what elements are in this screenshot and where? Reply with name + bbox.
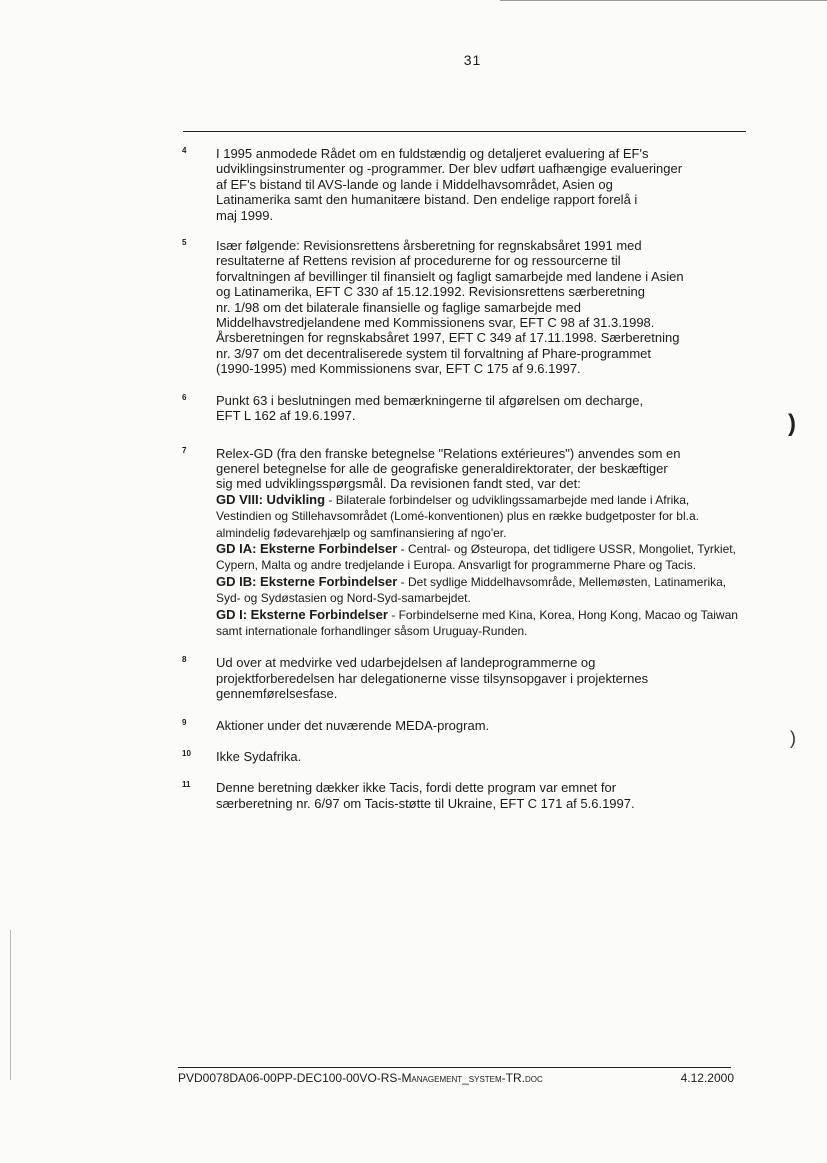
footnote-7 (182, 446, 742, 640)
gd-item-text: - Bilaterale forbindelser og udviklingssamarbejde med lande i Afrika, Vestindien og Stillehavsområdet (Lomé-konventionen) plus en række budgetposter for bl.a. almindelig fødevarehjælp og samfinansiering af ngo'er. (216, 492, 699, 540)
footnote-number: 6 (182, 392, 187, 402)
footnote-number: 7 (182, 445, 187, 455)
margin-bracket-mark: ) (790, 728, 796, 748)
footnote-11 (182, 780, 742, 811)
footer-rule (178, 1067, 731, 1068)
gd-item (216, 541, 742, 574)
page-number: 31 (463, 52, 482, 68)
document-code: PVD0078DA06-00PP-DEC100-00VO-RS-Management_system-TR.doc (178, 1071, 543, 1085)
footnote-line: resultaterne af Rettens revision af procedurerne for og ressourcerne til (216, 253, 621, 269)
footnote-line: og Latinamerika, EFT C 330 af 15.12.1992. Revisionsrettens særberetning (216, 284, 645, 300)
header-rule (183, 131, 746, 132)
gd-item-heading: GD VIII: Udvikling (216, 491, 326, 507)
footnote-line: Ud over at medvirke ved udarbejdelsen af landeprogrammerne og (216, 655, 596, 671)
gd-item-text: - Central- og Østeuropa, det tidligere USSR, Mongoliet, Tyrkiet, Cypern, Malta og andre tredjelande i Europa. Ansvarligt for programmerne Phare og Tacis. (216, 541, 736, 573)
footnote-number: 5 (182, 238, 187, 248)
footnote-line: Især følgende: Revisionsrettens årsberetning for regnskabsåret 1991 med (216, 238, 642, 254)
footnote-line: I 1995 anmodede Rådet om en fuldstændig og detaljeret evaluering af EF's (216, 146, 649, 161)
footnote-5 (182, 238, 742, 377)
footnote-line: Middelhavstredjelandene med Kommissionens svar, EFT C 98 af 31.3.1998. (216, 315, 655, 331)
footnote-number: 10 (182, 749, 191, 758)
footnote-4 (182, 146, 742, 223)
footnote-8 (182, 655, 742, 701)
footnote-10 (182, 749, 742, 764)
footnote-6 (182, 393, 742, 424)
footnote-line: udviklingsinstrumenter og -programmer. Der blev udført uafhængige evalueringer (216, 161, 683, 177)
footnote-line: nr. 1/98 om det bilaterale finansielle og faglige samarbejde med (216, 299, 581, 315)
footnote-line: Punkt 63 i beslutningen med bemærkningerne til afgørelsen om decharge, (216, 392, 644, 408)
footnote-line: sig med udviklingsspørgsmål. Da revisionen fandt sted, var det: (216, 476, 581, 492)
footnote-line: gennemførelsesfase. (216, 686, 338, 702)
footnote-line: særberetning nr. 6/97 om Tacis-støtte til Ukraine, EFT C 171 af 5.6.1997. (216, 795, 635, 811)
page-footer (178, 1071, 734, 1085)
footnote-line: projektforberedelsen har delegationerne visse tilsynsopgaver i projekternes (216, 670, 649, 686)
footnote-number: 8 (182, 655, 187, 665)
footnote-line: Denne beretning dækker ikke Tacis, fordi dette program var emnet for (216, 780, 617, 796)
footnote-number: 11 (182, 780, 191, 790)
footnotes-list (182, 146, 742, 811)
gd-item-text: - Forbindelserne med Kina, Korea, Hong Kong, Macao og Taiwan samt internationale forhandlinger såsom Uruguay-Runden. (216, 607, 738, 638)
scan-margin-line (10, 930, 11, 1080)
footnote-line: EFT L 162 af 19.6.1997. (216, 408, 356, 424)
footnote-9 (182, 718, 742, 733)
footnote-number: 9 (182, 717, 187, 727)
footnote-line: Latinamerika samt den humanitære bistand. Den endelige rapport forelå i (216, 192, 638, 208)
gd-item-heading: GD IB: Eksterne Forbindelser (216, 573, 398, 589)
footnote-number: 4 (182, 146, 187, 155)
footnote-line: Aktioner under det nuværende MEDA-program. (216, 717, 490, 733)
footnote-line: forvaltningen af bevillinger til finansielt og fagligt samarbejde med landene i Asien (216, 268, 684, 284)
gd-item (216, 607, 742, 640)
scan-edge-line (500, 0, 827, 1)
footnote-line: af EF's bistand til AVS-lande og lande i Middelhavsområdet, Asien og (216, 176, 613, 192)
footnote-line: maj 1999. (216, 207, 274, 223)
gd-item (216, 574, 742, 607)
footnote-line: (1990-1995) med Kommissionens svar, EFT C 175 af 9.6.1997. (216, 361, 581, 377)
footnote-line: Årsberetningen for regnskabsåret 1997, EFT C 349 af 17.11.1998. Særberetning (216, 330, 680, 346)
gd-item-heading: GD I: Eksterne Forbindelser (216, 606, 388, 622)
margin-bracket-mark: ) (788, 410, 796, 437)
gd-item-heading: GD IA: Eksterne Forbindelser (216, 540, 398, 556)
footer-date: 4.12.2000 (680, 1071, 734, 1085)
gd-item-text: - Det sydlige Middelhavsområde, Mellemøsten, Latinamerika, Syd- og Sydøstasien og Nord-Syd-samarbejdet. (216, 574, 727, 606)
footnote-line: Ikke Sydafrika. (216, 749, 302, 764)
footnote-line: generel betegnelse for alle de geografiske generaldirektorater, der beskæftiger (216, 460, 668, 476)
gd-item (216, 492, 742, 541)
footnote-line: Relex-GD (fra den franske betegnelse "Relations extérieures") anvendes som en (216, 445, 681, 461)
footnote-line: nr. 3/97 om det decentraliserede system til forvaltning af Phare-programmet (216, 345, 651, 361)
